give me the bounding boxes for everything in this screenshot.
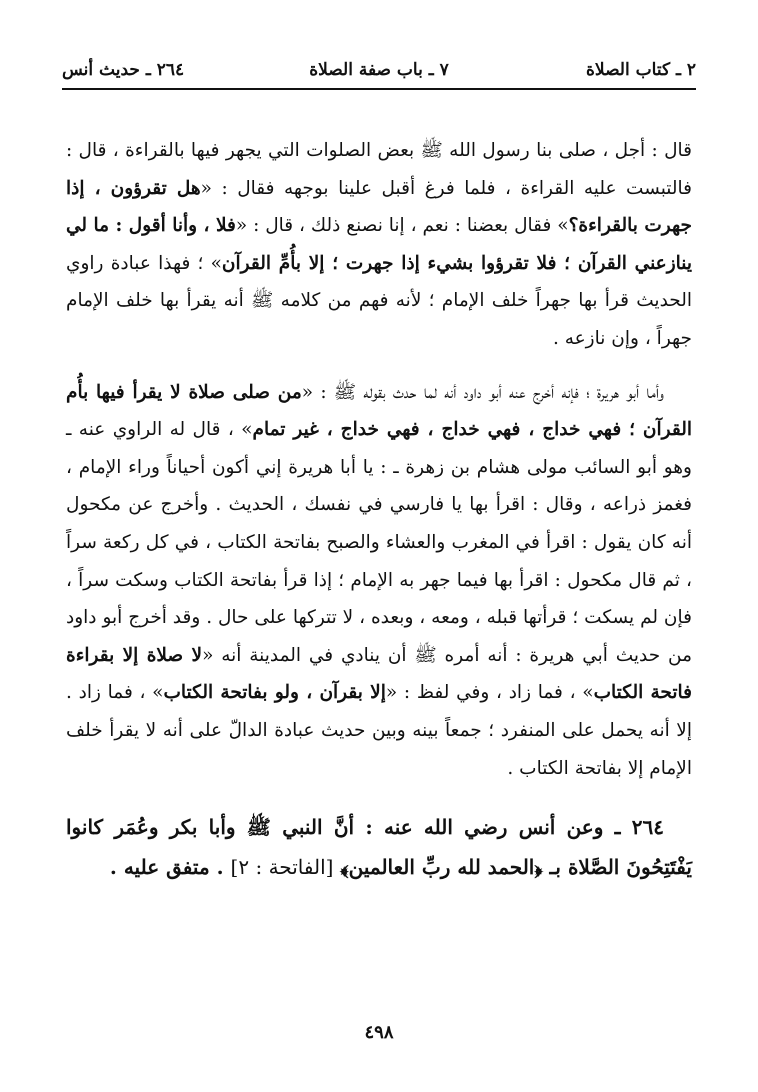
hadith-text: ٢٦٤ ـ وعن أنس رضي الله عنه : أنَّ النبي ﷺ وأبا بكر وعُمَر كانوا يَفْتَتِحُونَ الصَّلاة بـ ﴿الحمد لله ربِّ العالمين﴾ (66, 815, 692, 880)
hadith-grading: . متفق عليه . (109, 855, 231, 880)
text-run: قال : أجل ، صلى بنا رسول الله ﷺ بعض الصلوات التي يجهر فيها بالقراءة ، قال : فالتبست عليه القراءة ، فلما فرغ أقبل علينا بوجهه فقال : « (66, 140, 692, 199)
page-number: ٤٩٨ (364, 1022, 394, 1043)
text-run: » ؛ فهذا عبادة راوي الحديث قرأ بها جهراً خلف الإمام ؛ لأنه فهم من كلامه ﷺ أنه يقرأ بها خلف الإمام جهراً ، وإن نازعه . (66, 252, 692, 349)
header-book-title: ٢ ـ كتاب الصلاة (586, 60, 696, 80)
header-hadith-title: ٢٦٤ ـ حديث أنس (62, 60, 185, 80)
quran-reference: [الفاتحة : ٢] (230, 855, 334, 880)
quote-run: هل تقرؤون ، إذا جهرت بالقراءة؟ (66, 177, 692, 237)
paragraph-hadith-264 (66, 807, 692, 887)
paragraph-commentary-1 (66, 132, 692, 358)
quote-run: إلا بقرآن ، ولو بفاتحة الكتاب (163, 682, 386, 704)
running-header (62, 56, 696, 84)
header-chapter-title: ٧ ـ باب صفة الصلاة (309, 60, 449, 80)
quote-run: من صلى صلاة لا يقرأ فيها بأُم القرآن ؛ فهي خداج ، فهي خداج ، فهي خداج ، غير تمام (66, 381, 692, 441)
text-run: » فقال بعضنا : نعم ، إنا نصنع ذلك ، قال : « (235, 215, 569, 237)
quote-run: لا صلاة إلا بقراءة فاتحة الكتاب (66, 644, 692, 704)
text-run: » ، فما زاد . إلا أنه يحمل على المنفرد ؛ جمعاً بينه وبين حديث عبادة الدالّ على أنه لا يقرأ خلف الإمام إلا بفاتحة الكتاب . (66, 682, 692, 779)
text-run: » ، فما زاد ، وفي لفظ : « (385, 682, 594, 704)
page-body (66, 132, 692, 887)
text-run: » ، قال له الراوي عنه ـ وهو أبو السائب مولى هشام بن زهرة ـ : يا أبا هريرة إني أكون أحياناً وراء الإمام ، فغمز ذراعه ، وقال : اقرأ بها يا فارسي في نفسك ، الحديث . وأخرج عن مكحول أنه كان يقول : اقرأ في المغرب والعشاء والصبح بفاتحة الكتاب ، في كل ركعة سراً ، ثم قال مكحول : اقرأ بها فيما جهر به الإمام ؛ إذا قرأ بفاتحة الكتاب وسكت سراً ، فإن لم يسكت ؛ قرأتها قبله ، ومعه ، وبعده ، لا تتركها على حال . وقد أخرج أبو داود من حديث أبي هريرة : أنه أمره ﷺ أن ينادي في المدينة أنه « (66, 419, 693, 666)
paragraph-commentary-2 (66, 374, 692, 788)
text-run: وأما أبو هريرة ؛ فإنه أخرج عنه أبو داود أنه لما حدث بقوله ﷺ : « (301, 381, 664, 403)
header-divider (62, 88, 696, 90)
quote-run: فلا ، وأنا أقول : ما لي ينازعني القرآن ؛ فلا تقرؤوا بشيء إذا جهرت ؛ إلا بأُمِّ القرآن (66, 215, 692, 274)
